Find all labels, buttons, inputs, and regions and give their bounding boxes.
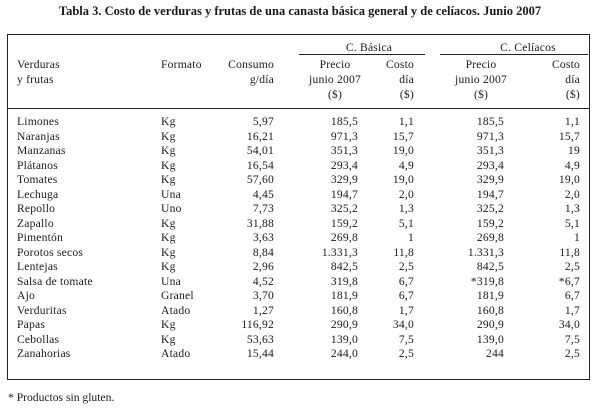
cell-item: Porotos secos <box>17 245 84 259</box>
col-header-consumo-1: Consumo <box>228 58 274 71</box>
cell-precio-celiacos: 325,2 <box>476 202 504 215</box>
cell-precio-basica: 244,0 <box>330 347 358 360</box>
cell-precio-celiacos: 971,3 <box>476 129 504 143</box>
cell-costo-celiacos: 15,7 <box>558 129 580 143</box>
cell-item: Lechuga <box>17 187 59 201</box>
cell-formato: Atado <box>161 347 191 360</box>
cell-precio-celiacos: 159,2 <box>476 216 504 230</box>
group-underline-celiacos <box>440 54 588 55</box>
cell-formato: Kg <box>161 231 176 244</box>
cell-precio-basica: 290,9 <box>330 318 358 331</box>
cell-formato: Kg <box>161 332 176 346</box>
col-header-costo-c-2: día <box>565 73 580 86</box>
cell-precio-basica: 269,8 <box>330 231 358 244</box>
cell-precio-basica: 181,9 <box>330 289 358 302</box>
cell-costo-celiacos: 1 <box>574 231 580 244</box>
cell-item: Lentejas <box>17 260 58 273</box>
cell-formato: Kg <box>161 216 176 230</box>
cell-costo-basica: 34,0 <box>392 318 414 331</box>
cell-consumo: 15,44 <box>246 347 274 360</box>
cell-precio-basica: 194,7 <box>330 187 358 201</box>
table-title: Tabla 3. Costo de verduras y frutas de una canasta básica general y de celíacos. Junio 2007 <box>58 4 542 18</box>
group-header-celiacos: C. Celíacos <box>500 41 556 54</box>
cell-costo-celiacos: 2,5 <box>564 347 580 360</box>
cell-item: Tomates <box>17 173 58 186</box>
cell-costo-basica: 19,0 <box>392 144 414 157</box>
cell-costo-basica: 7,5 <box>398 332 414 346</box>
cell-precio-basica: 139,0 <box>330 332 358 346</box>
col-header-precio-c-1: Precio <box>465 58 497 71</box>
cell-costo-basica: 6,7 <box>398 274 414 288</box>
cell-formato: Kg <box>161 245 176 259</box>
col-header-costo-c-1: Costo <box>551 58 580 71</box>
group-header-basica: C. Básica <box>345 41 393 54</box>
cell-item: Naranjas <box>17 129 60 143</box>
cell-formato: Kg <box>161 260 176 273</box>
cell-consumo: 3,70 <box>252 289 274 302</box>
cell-costo-celiacos: 19 <box>568 144 580 157</box>
cell-costo-celiacos: 7,5 <box>564 332 580 346</box>
cell-precio-celiacos: 160,8 <box>476 303 504 317</box>
col-header-precio-c-2: junio 2007 <box>455 73 507 86</box>
cell-formato: Una <box>161 274 181 288</box>
cell-costo-basica: 4,9 <box>398 158 414 172</box>
cell-consumo: 16,21 <box>246 129 274 143</box>
cell-item: Cebollas <box>17 332 60 346</box>
group-underline-basica <box>299 54 425 55</box>
cell-precio-basica: 325,2 <box>330 202 358 215</box>
cell-precio-celiacos: 351,3 <box>476 144 504 157</box>
cell-item: Zanahorias <box>17 347 71 360</box>
cell-costo-basica: 1,7 <box>398 303 414 317</box>
cell-costo-basica: 5,1 <box>398 216 414 230</box>
cell-costo-basica: 1,1 <box>398 115 414 128</box>
cell-precio-celiacos: 293,4 <box>476 158 504 172</box>
cell-costo-basica: 2,5 <box>398 347 414 360</box>
cell-precio-basica: 351,3 <box>330 144 358 157</box>
cell-formato: Atado <box>161 303 191 317</box>
cell-formato: Kg <box>161 144 176 157</box>
cell-precio-basica: 293,4 <box>330 158 358 172</box>
cell-formato: Una <box>161 187 181 201</box>
cell-consumo: 4,52 <box>252 274 274 288</box>
cell-precio-basica: 842,5 <box>330 260 358 273</box>
cell-item: Papas <box>17 318 46 331</box>
cell-costo-celiacos: *6,7 <box>558 274 580 288</box>
cell-formato: Kg <box>161 115 176 128</box>
col-header-costo-c-3: ($) <box>565 88 580 101</box>
cell-precio-celiacos: 329,9 <box>476 173 504 186</box>
cell-consumo: 7,73 <box>252 202 274 215</box>
cell-costo-celiacos: 4,9 <box>564 158 580 172</box>
cell-precio-basica: 159,2 <box>330 216 358 230</box>
cell-consumo: 116,92 <box>241 318 274 331</box>
cell-costo-celiacos: 2,0 <box>564 187 580 201</box>
cell-consumo: 3,63 <box>252 231 274 244</box>
cell-precio-celiacos: 139,0 <box>476 332 504 346</box>
cell-costo-basica: 6,7 <box>398 289 414 302</box>
col-header-item-2: y frutas <box>17 73 54 86</box>
cell-consumo: 8,84 <box>252 245 274 259</box>
header-divider <box>7 108 590 109</box>
cell-costo-basica: 15,7 <box>392 129 414 143</box>
cell-formato: Kg <box>161 129 176 143</box>
cell-costo-basica: 19,0 <box>392 173 414 186</box>
col-header-precio-b-1: Precio <box>319 58 351 71</box>
cell-costo-celiacos: 1,1 <box>564 115 580 128</box>
cell-precio-celiacos: 185,5 <box>476 115 504 128</box>
cell-precio-celiacos: 1.331,3 <box>467 245 504 259</box>
cell-formato: Granel <box>161 289 194 302</box>
cell-item: Plátanos <box>17 158 58 172</box>
cell-item: Verduritas <box>17 303 67 317</box>
cell-consumo: 16,54 <box>246 158 274 172</box>
cell-consumo: 53,63 <box>246 332 274 346</box>
cell-costo-celiacos: 6,7 <box>564 289 580 302</box>
cell-precio-basica: 329,9 <box>330 173 358 186</box>
cell-consumo: 54,01 <box>246 144 274 157</box>
col-header-costo-b-2: día <box>399 73 414 86</box>
cell-costo-basica: 11,8 <box>393 245 414 259</box>
cell-costo-basica: 1,3 <box>398 202 414 215</box>
cell-item: Limones <box>17 115 59 128</box>
cell-costo-celiacos: 2,5 <box>564 260 580 273</box>
cell-costo-celiacos: 19,0 <box>558 173 580 186</box>
col-header-precio-b-2: junio 2007 <box>309 73 361 86</box>
col-header-costo-b-1: Costo <box>385 58 414 71</box>
cell-consumo: 31,88 <box>246 216 274 230</box>
cell-costo-basica: 2,5 <box>398 260 414 273</box>
col-header-costo-b-3: ($) <box>399 88 414 101</box>
cell-formato: Kg <box>161 158 176 172</box>
cell-precio-basica: 1.331,3 <box>321 245 358 259</box>
cell-precio-celiacos: 244 <box>486 347 504 360</box>
cell-costo-basica: 1 <box>408 231 414 244</box>
cell-costo-celiacos: 1,7 <box>564 303 580 317</box>
cell-item: Ajo <box>17 289 35 302</box>
cell-precio-celiacos: 290,9 <box>476 318 504 331</box>
cell-consumo: 1,27 <box>252 303 274 317</box>
cell-precio-celiacos: *319,8 <box>470 274 504 288</box>
cell-precio-basica: 971,3 <box>330 129 358 143</box>
cell-consumo: 57,60 <box>246 173 274 186</box>
cell-consumo: 5,97 <box>252 115 274 128</box>
cell-formato: Kg <box>161 318 176 331</box>
cell-item: Manzanas <box>17 144 66 157</box>
footnote: * Productos sin gluten. <box>8 391 115 404</box>
cell-item: Salsa de tomate <box>17 274 93 288</box>
cell-costo-celiacos: 11,8 <box>559 245 580 259</box>
cell-item: Zapallo <box>17 216 54 230</box>
cell-precio-celiacos: 181,9 <box>476 289 504 302</box>
cell-formato: Kg <box>161 173 176 186</box>
cell-costo-celiacos: 34,0 <box>558 318 580 331</box>
cell-precio-celiacos: 194,7 <box>476 187 504 201</box>
cell-precio-basica: 185,5 <box>330 115 358 128</box>
cell-costo-basica: 2,0 <box>398 187 414 201</box>
col-header-formato: Formato <box>161 58 202 71</box>
col-header-item-1: Verduras <box>17 58 60 71</box>
cell-consumo: 2,96 <box>252 260 274 273</box>
cell-precio-basica: 160,8 <box>330 303 358 317</box>
cell-item: Repollo <box>17 202 56 215</box>
col-header-consumo-2: g/día <box>249 73 274 86</box>
col-header-precio-b-3: ($) <box>327 88 343 101</box>
cell-item: Pimentón <box>17 231 64 244</box>
cell-precio-basica: 319,8 <box>330 274 358 288</box>
cell-costo-celiacos: 5,1 <box>564 216 580 230</box>
col-header-precio-c-3: ($) <box>473 88 489 101</box>
cell-costo-celiacos: 1,3 <box>564 202 580 215</box>
cell-formato: Uno <box>161 202 182 215</box>
cell-consumo: 4,45 <box>252 187 274 201</box>
cell-precio-celiacos: 269,8 <box>476 231 504 244</box>
cell-precio-celiacos: 842,5 <box>476 260 504 273</box>
